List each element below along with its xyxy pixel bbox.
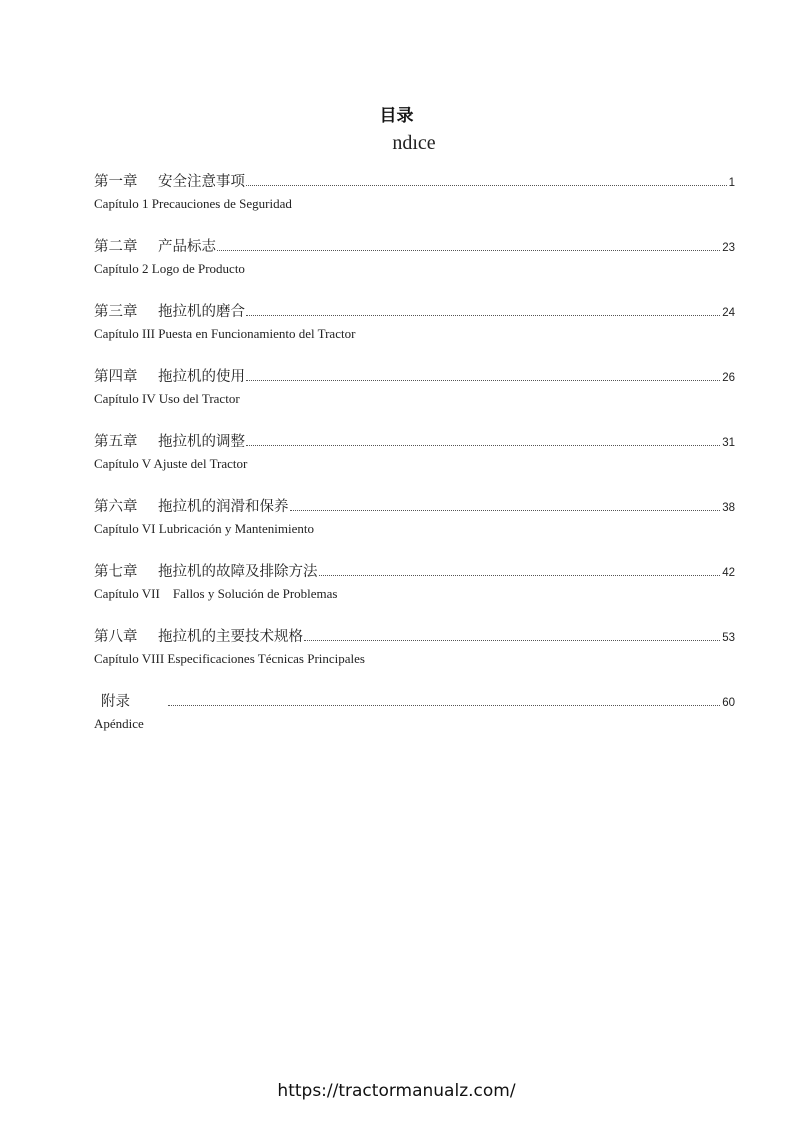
- dot-leader: [304, 639, 720, 641]
- appendix-subtitle: Apéndice: [94, 716, 144, 731]
- chapter-title: 拖拉机的润滑和保养: [158, 499, 289, 515]
- page-number: 42: [722, 567, 735, 579]
- page-number: 24: [722, 307, 735, 319]
- toc-entry-5[interactable]: [94, 430, 735, 495]
- chapter-title: 拖拉机的调整: [158, 434, 245, 450]
- dot-leader: [319, 574, 721, 576]
- table-of-contents: [94, 170, 735, 755]
- dot-leader: [217, 249, 720, 251]
- dot-leader: [246, 314, 720, 316]
- toc-entry-1[interactable]: [94, 170, 735, 235]
- page-number: 53: [722, 632, 735, 644]
- toc-entry-4[interactable]: [94, 365, 735, 430]
- chapter-subtitle: Capítulo V Ajuste del Tractor: [94, 456, 248, 471]
- page-number: 31: [722, 437, 735, 449]
- chapter-number: 第三章: [94, 304, 138, 320]
- chapter-number: 第五章: [94, 434, 138, 450]
- dot-leader: [168, 704, 720, 706]
- dot-leader: [246, 379, 720, 381]
- chapter-subtitle: Capítulo VI Lubricación y Mantenimiento: [94, 521, 314, 536]
- toc-entry-8[interactable]: [94, 625, 735, 690]
- chapter-number: 第一章: [94, 174, 138, 190]
- chapter-subtitle: Capítulo 2 Logo de Producto: [94, 261, 245, 276]
- footer-url[interactable]: https://tractormanualz.com/: [277, 1081, 516, 1101]
- dot-leader: [246, 444, 720, 446]
- chapter-subtitle: Capítulo III Puesta en Funcionamiento del Tractor: [94, 326, 356, 341]
- page-number: 26: [722, 372, 735, 384]
- page-number: 60: [722, 697, 735, 709]
- chapter-subtitle: Capítulo 1 Precauciones de Seguridad: [94, 196, 292, 211]
- toc-entry-7[interactable]: [94, 560, 735, 625]
- toc-entry-2[interactable]: [94, 235, 735, 300]
- page-title: 目录: [379, 106, 414, 126]
- dot-leader: [290, 509, 721, 511]
- page-number: 38: [722, 502, 735, 514]
- appendix-label: 附录: [101, 694, 130, 710]
- toc-entry-6[interactable]: [94, 495, 735, 560]
- chapter-number: 第四章: [94, 369, 138, 385]
- dot-leader: [246, 184, 727, 186]
- chapter-title: 拖拉机的故障及排除方法: [158, 564, 318, 580]
- chapter-title: 安全注意事项: [158, 174, 245, 190]
- chapter-title: 产品标志: [158, 239, 216, 255]
- chapter-number: 第七章: [94, 564, 138, 580]
- toc-entry-3[interactable]: [94, 300, 735, 365]
- chapter-title: 拖拉机的磨合: [158, 304, 245, 320]
- toc-entry-appendix[interactable]: [94, 690, 735, 755]
- chapter-number: 第二章: [94, 239, 138, 255]
- page-subtitle: ndıce: [392, 132, 436, 154]
- chapter-title: 拖拉机的使用: [158, 369, 245, 385]
- chapter-subtitle: Capítulo VIII Especificaciones Técnicas Principales: [94, 651, 365, 666]
- chapter-subtitle: Capítulo VII Fallos y Solución de Problemas: [94, 586, 338, 601]
- page-number: 1: [728, 177, 735, 189]
- page-number: 23: [722, 242, 735, 254]
- chapter-number: 第八章: [94, 629, 138, 645]
- chapter-number: 第六章: [94, 499, 138, 515]
- chapter-subtitle: Capítulo IV Uso del Tractor: [94, 391, 240, 406]
- chapter-title: 拖拉机的主要技术规格: [158, 629, 303, 645]
